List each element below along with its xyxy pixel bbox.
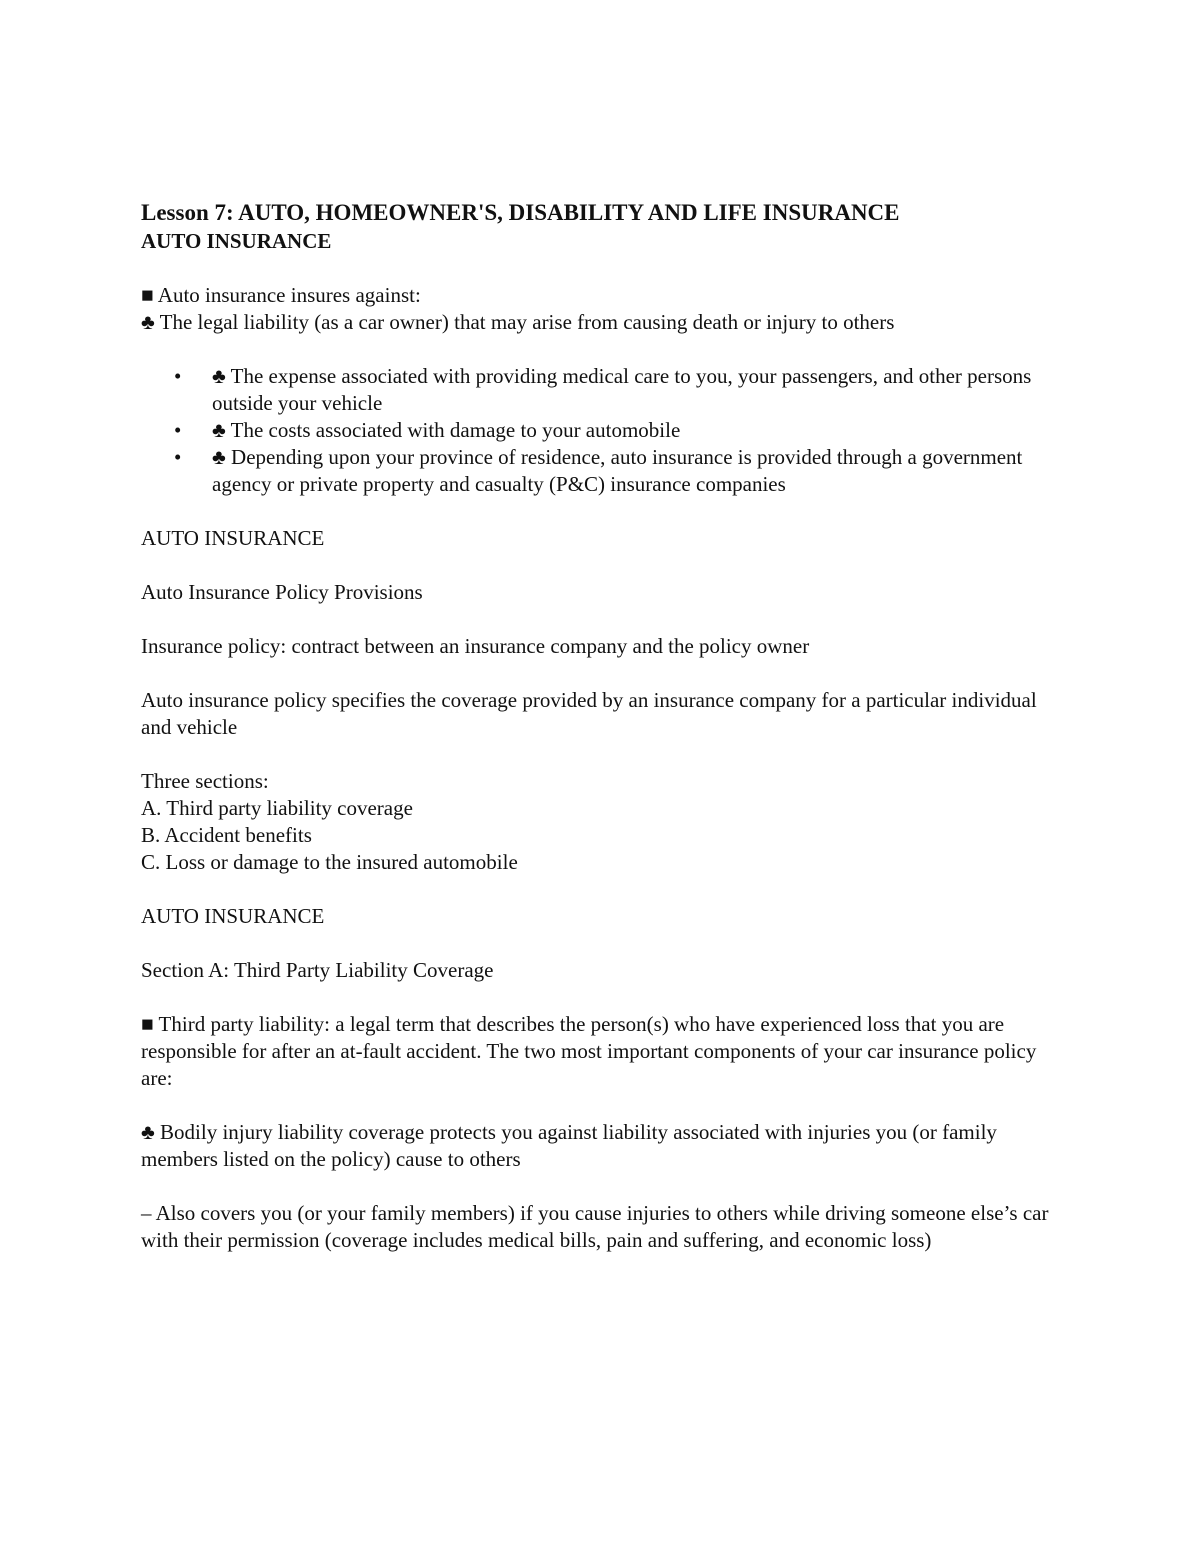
spacer bbox=[141, 876, 1056, 903]
insurance-policy-definition: Insurance policy: contract between an insurance company and the policy owner bbox=[141, 634, 810, 658]
bullet-icon: • bbox=[174, 418, 182, 442]
spacer bbox=[141, 498, 1056, 525]
section-heading-auto-insurance: AUTO INSURANCE bbox=[141, 229, 332, 253]
section-b-item: B. Accident benefits bbox=[141, 823, 312, 847]
three-sections-intro: Three sections: bbox=[141, 769, 269, 793]
list-item bbox=[141, 417, 1056, 444]
bodily-injury-text: ♣ Bodily injury liability coverage protects you against liability associated with injuries you (or family members listed on the policy) cause to others bbox=[141, 1120, 997, 1171]
spacer bbox=[141, 336, 1056, 363]
section-c-item: C. Loss or damage to the insured automobile bbox=[141, 850, 518, 874]
section-a-item: A. Third party liability coverage bbox=[141, 796, 413, 820]
spacer bbox=[141, 660, 1056, 687]
bullet-icon: • bbox=[174, 445, 182, 469]
list-item bbox=[141, 363, 1056, 417]
section-heading-auto-insurance-2: AUTO INSURANCE bbox=[141, 526, 325, 550]
spacer bbox=[141, 1173, 1056, 1200]
policy-provisions-heading: Auto Insurance Policy Provisions bbox=[141, 580, 423, 604]
spacer bbox=[141, 1092, 1056, 1119]
coverage-bullet-list bbox=[141, 363, 1056, 498]
section-heading-auto-insurance-3: AUTO INSURANCE bbox=[141, 904, 325, 928]
third-party-liability-text: ■ Third party liability: a legal term that describes the person(s) who have experienced loss that you are responsible for after an at-fault accident. The two most important components of your car insurance policy are: bbox=[141, 1012, 1037, 1090]
section-a-heading: Section A: Third Party Liability Coverage bbox=[141, 958, 494, 982]
intro-line: ■ Auto insurance insures against: bbox=[141, 283, 421, 307]
spacer bbox=[141, 930, 1056, 957]
list-item-text: ♣ Depending upon your province of residence, auto insurance is provided through a government agency or private property and casualty (P&C) insurance companies bbox=[212, 445, 1023, 496]
list-item bbox=[141, 444, 1056, 498]
list-item-text: ♣ The expense associated with providing medical care to you, your passengers, and other persons outside your vehicle bbox=[212, 364, 1032, 415]
list-item-text: ♣ The costs associated with damage to your automobile bbox=[212, 418, 681, 442]
bullet-icon: • bbox=[174, 364, 182, 388]
also-covers-text: – Also covers you (or your family members) if you cause injuries to others while driving someone else’s car with their permission (coverage includes medical bills, pain and suffering, and economic loss) bbox=[141, 1201, 1049, 1252]
document-page bbox=[141, 198, 1056, 1254]
spacer bbox=[141, 606, 1056, 633]
spacer bbox=[141, 984, 1056, 1011]
spacer bbox=[141, 741, 1056, 768]
policy-specifies-text: Auto insurance policy specifies the coverage provided by an insurance company for a particular individual and vehicle bbox=[141, 688, 1037, 739]
document-title: Lesson 7: AUTO, HOMEOWNER'S, DISABILITY AND LIFE INSURANCE bbox=[141, 200, 900, 225]
legal-liability-line: ♣ The legal liability (as a car owner) that may arise from causing death or injury to others bbox=[141, 310, 895, 334]
spacer bbox=[141, 552, 1056, 579]
